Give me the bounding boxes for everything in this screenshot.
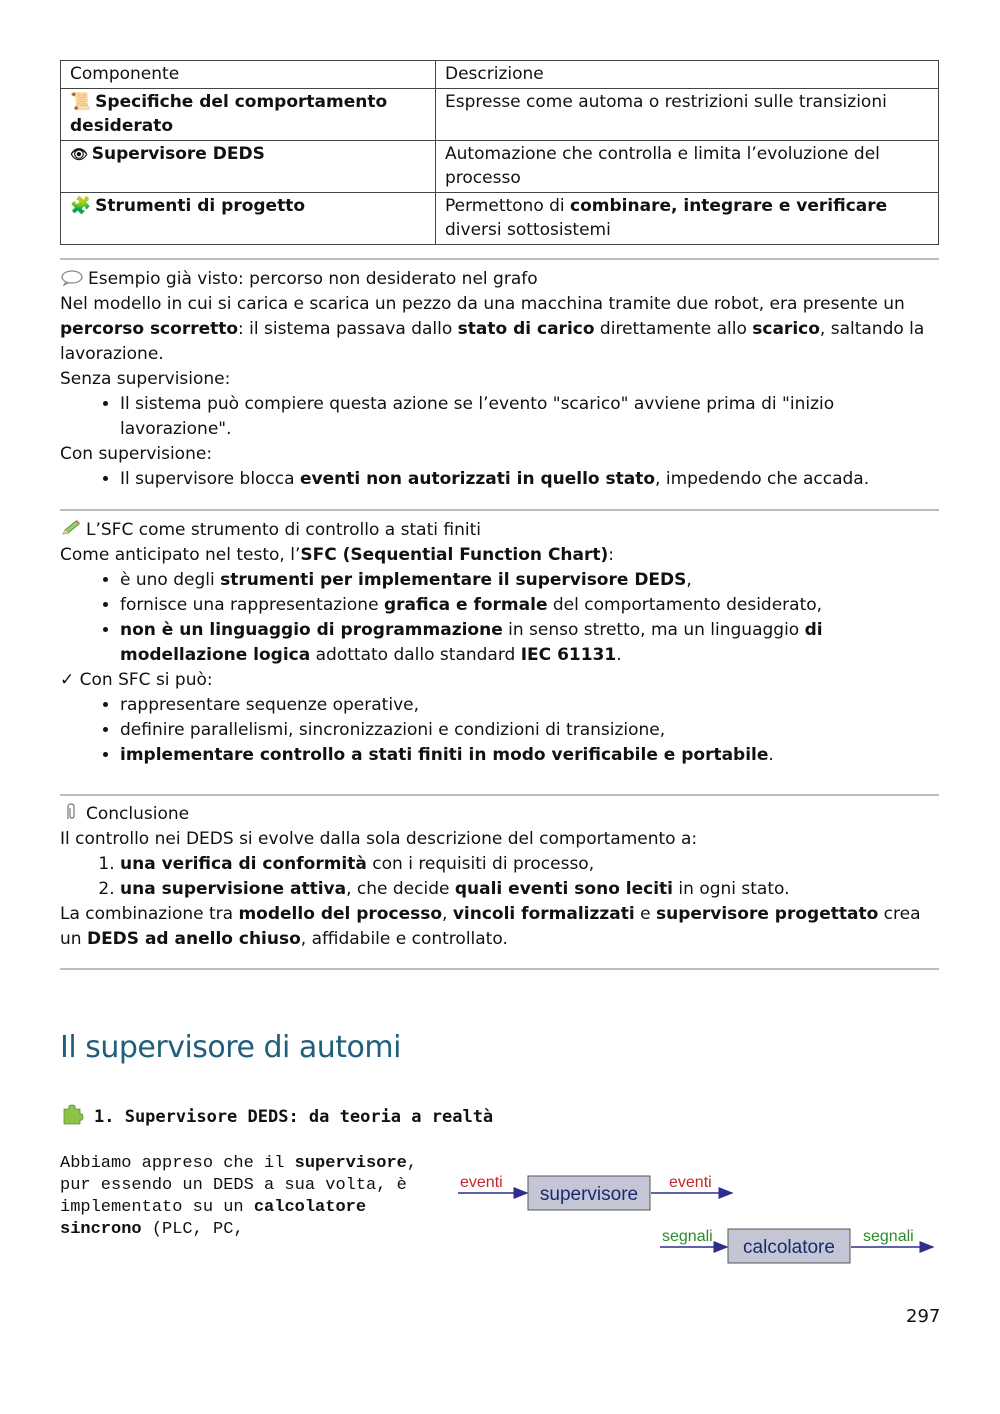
- conclusion-title: Conclusione: [60, 802, 939, 827]
- sfc-can-label: ✓ Con SFC si può:: [60, 670, 213, 690]
- components-table: [60, 60, 939, 245]
- with-supervision-label: Con supervisione:: [60, 444, 213, 464]
- divider: [60, 794, 939, 796]
- puzzle-icon: [60, 1103, 84, 1125]
- divider: [60, 258, 939, 260]
- table-header-cell: Descrizione: [436, 61, 939, 89]
- table-cell-component: 🧩 Strumenti di progetto: [61, 193, 436, 245]
- section-heading: Il supervisore di automi: [60, 1030, 401, 1065]
- list-item: 1. una verifica di conformità con i requisiti di processo,: [120, 852, 939, 877]
- without-supervision-list: [60, 392, 939, 442]
- table-cell-component: 📜 Specifiche del comportamento desiderato: [61, 89, 436, 141]
- table-header-row: [61, 61, 939, 89]
- with-supervision-list: [60, 467, 939, 492]
- computer-label: calcolatore: [743, 1237, 835, 1258]
- table-row: [61, 193, 939, 245]
- speech-bubble-icon: [60, 270, 84, 286]
- page-number: 297: [906, 1306, 941, 1327]
- table-cell-description: Permettono di combinare, integrare e verificare diversi sottosistemi: [436, 193, 939, 245]
- example-intro: Nel modello in cui si carica e scarica un pezzo da una macchina tramite due robot, era presente un percorso scorretto: il sistema passava dallo stato di carico direttamente allo scarico, saltando la lavorazione.: [60, 294, 925, 364]
- pencil-icon: [60, 519, 82, 537]
- conclusion-outro: La combinazione tra modello del processo, vincoli formalizzati e supervisore progettato crea un DEDS ad anello chiuso, affidabile e controllato.: [60, 904, 921, 949]
- scroll-icon: 📜: [70, 92, 92, 112]
- signals-in-label: segnali: [662, 1228, 713, 1245]
- list-item: • fornisce una rappresentazione grafica e formale del comportamento desiderato,: [120, 593, 939, 618]
- table-cell-description: Automazione che controlla e limita l’evoluzione del processo: [436, 141, 939, 193]
- divider: [60, 509, 939, 511]
- events-in-label: eventi: [460, 1174, 503, 1191]
- table-header-cell: Componente: [61, 61, 436, 89]
- list-item: • Il supervisore blocca eventi non autorizzati in quello stato, impedendo che accada.: [120, 467, 939, 492]
- table-row: [61, 141, 939, 193]
- conclusion-intro: Il controllo nei DEDS si evolve dalla sola descrizione del comportamento a:: [60, 829, 698, 849]
- signals-out-label: segnali: [863, 1228, 914, 1245]
- supervisor-label: supervisore: [539, 1184, 639, 1205]
- sfc-list: [60, 568, 939, 668]
- events-out-label: eventi: [669, 1174, 712, 1191]
- table-row: [61, 89, 939, 141]
- paperclip-icon: [60, 803, 82, 821]
- list-item: • Il sistema può compiere questa azione se l’evento "scarico" avviene prima di "inizio lavorazione".: [120, 392, 939, 442]
- supervisor-diagram: [455, 1165, 940, 1275]
- sfc-intro: Come anticipato nel testo, l’SFC (Sequential Function Chart):: [60, 545, 615, 565]
- list-item: • non è un linguaggio di programmazione in senso stretto, ma un linguaggio di modellazione logica adottato dallo standard IEC 61131.: [120, 618, 939, 668]
- list-item: • rappresentare sequenze operative,: [120, 693, 939, 718]
- eye-icon: 👁: [70, 147, 88, 163]
- table-cell-component: 👁 Supervisore DEDS: [61, 141, 436, 193]
- example-section: [60, 267, 939, 492]
- sfc-can-list: [60, 693, 939, 768]
- without-supervision-label: Senza supervisione:: [60, 369, 231, 389]
- puzzle-icon: 🧩: [70, 196, 92, 216]
- list-item: • implementare controllo a stati finiti in modo verificabile e portabile.: [120, 743, 939, 768]
- list-item: 2. una supervisione attiva, che decide quali eventi sono leciti in ogni stato.: [120, 877, 939, 902]
- intro-paragraph: Abbiamo appreso che il supervisore, pur essendo un DEDS a sua volta, è implementato su un calcolatore sincrono (PLC, PC,: [60, 1154, 418, 1239]
- list-item: • è uno degli strumenti per implementare il supervisore DEDS,: [120, 568, 939, 593]
- sfc-section: [60, 518, 939, 768]
- conclusion-section: [60, 802, 939, 952]
- subsection-heading: 1. Supervisore DEDS: da teoria a realtà: [60, 1103, 493, 1127]
- example-title: Esempio già visto: percorso non desiderato nel grafo: [60, 267, 939, 292]
- conclusion-list: [60, 852, 939, 902]
- divider: [60, 968, 939, 970]
- table-cell-description: Espresse come automa o restrizioni sulle transizioni: [436, 89, 939, 141]
- sfc-title: L’SFC come strumento di controllo a stati finiti: [60, 518, 939, 543]
- list-item: • definire parallelismi, sincronizzazioni e condizioni di transizione,: [120, 718, 939, 743]
